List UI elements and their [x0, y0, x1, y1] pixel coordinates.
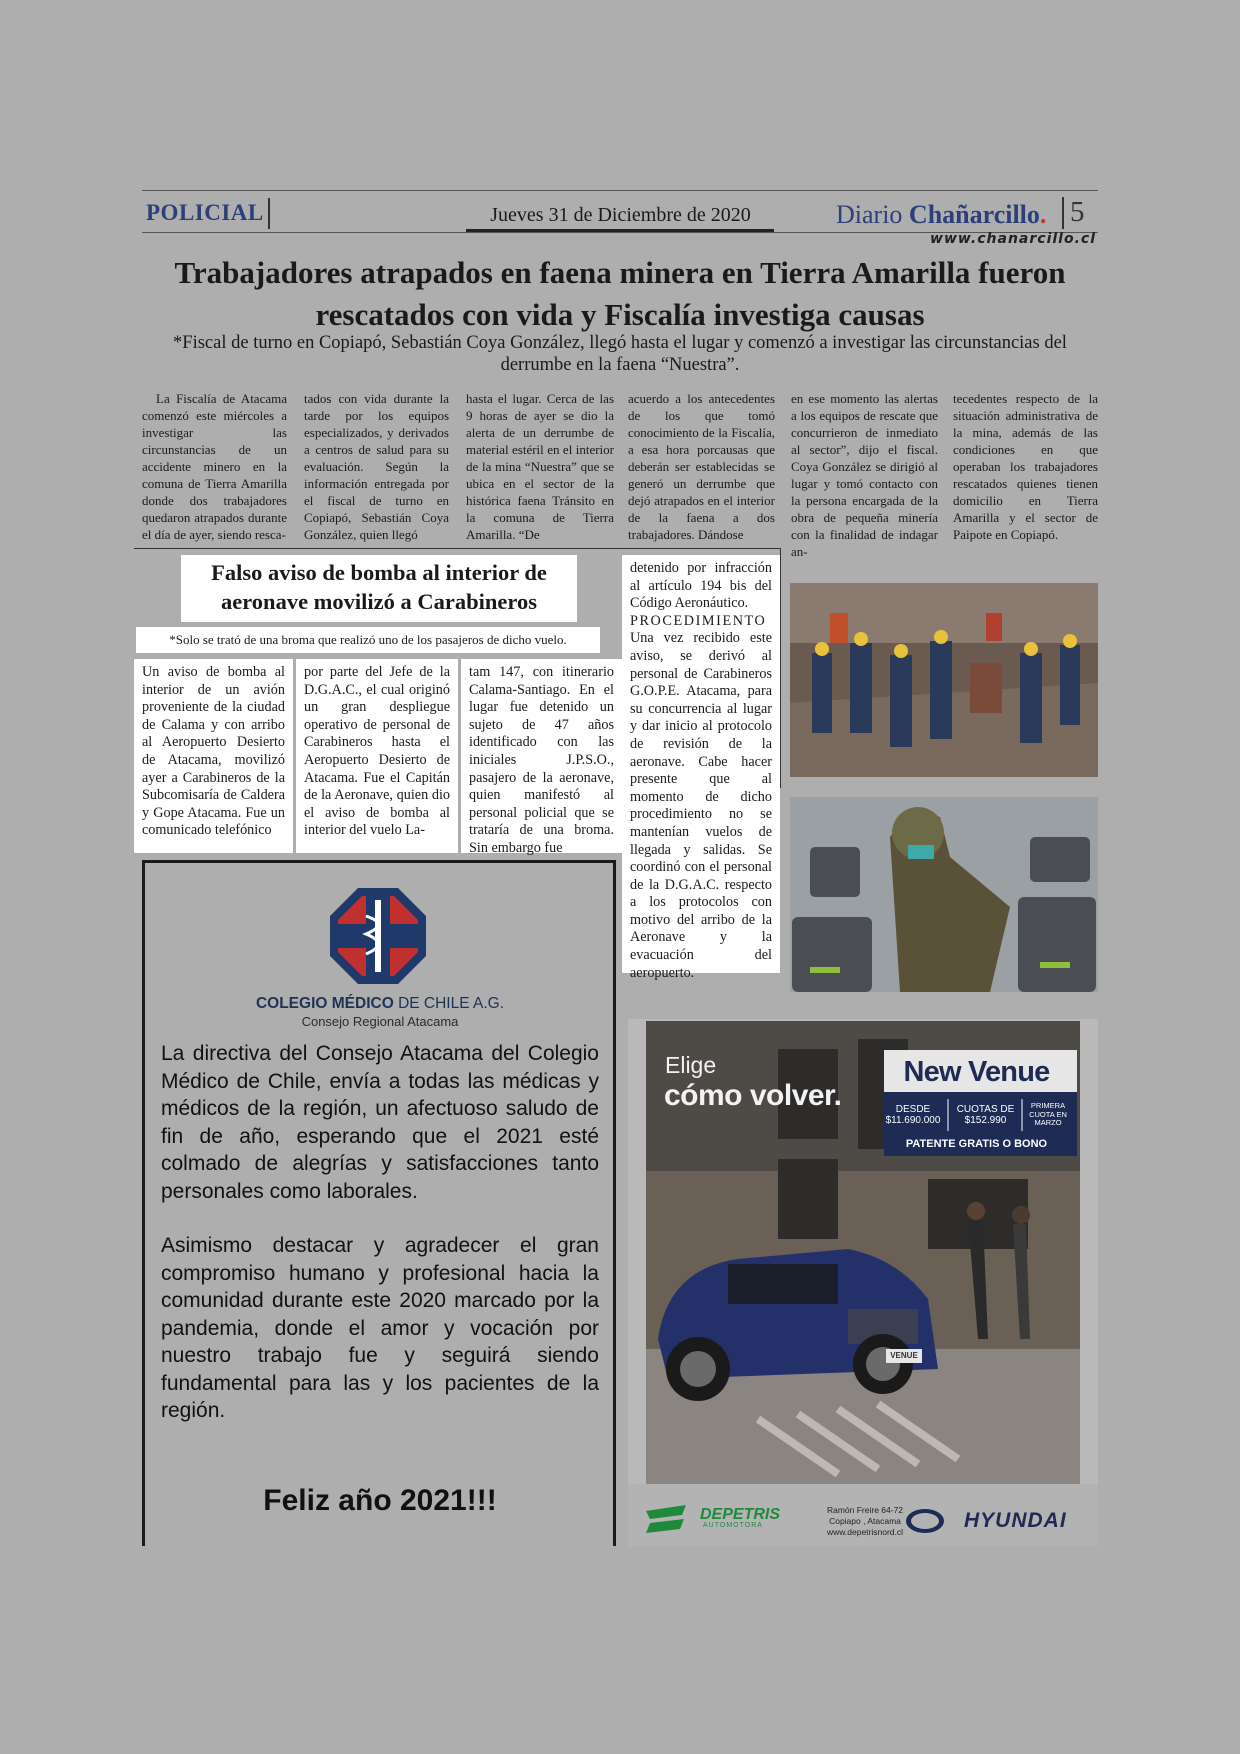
dealer-address-line-1: Ramón Freire 64-72	[826, 1505, 904, 1515]
article-column-1-text: La Fiscalía de Atacama comenzó este miércoles a investigar las circunstancias de un accidente minero en la comuna de Tierra Amarilla donde dos trabajadores quedaron atrapados durante el día de ayer, siendo resca-	[142, 391, 287, 542]
procedure-heading: PROCEDIMIENTO	[630, 612, 767, 629]
box-column-3	[461, 659, 622, 856]
hyundai-brand: HYUNDAI	[964, 1509, 1067, 1532]
article-column-4-text: acuerdo a los antecedentes de los que tomó conocimiento de la Fiscalía, a esa hora porcausas que deberán ser establecidas se generó un derrumbe que dejó atrapados en el interior de la faena a dos trabajadores. Dándose	[628, 391, 775, 542]
installment-label: CUOTAS DE	[956, 1104, 1015, 1115]
dealer-logo-subtitle: AUTOMOTORA	[703, 1522, 763, 1529]
article-column-6	[953, 390, 1098, 543]
box-headline-line-1: Falso aviso de bomba al interior de	[211, 560, 547, 585]
free-registration-offer: PATENTE GRATIS O BONO	[905, 1138, 1048, 1150]
newspaper-name-dot: .	[1039, 200, 1047, 229]
ad-tagline-2: cómo volver.	[664, 1079, 842, 1112]
article-column-2	[304, 390, 449, 543]
dealer-logo-name: DEPETRIS	[700, 1506, 781, 1523]
price-from-cell	[882, 1104, 944, 1126]
box-column-2-text: por parte del Jefe de la D.G.A.C., el cual originó un gran despliegue operativo de personal de Carabineros hasta el Aeropuerto Desierto de Atacama. Fue el Capitán de la Aeronave, quien dio el aviso de bomba al interior del vuelo La-	[304, 664, 450, 839]
header-top-rule	[142, 190, 1098, 191]
box-column-3-text: tam 147, con itinerario Calama-Santiago. En el lugar fue detenido un sujeto de 47 años identificado con las iniciales J.P.S.O., pasajero de la aeronave, quien manifestó al personal policial que se trataría de una broma. Sin embargo fue	[469, 664, 614, 856]
article-column-5-text: en ese momento las alertas a los equipos de rescate que concurrieron de inmediato al sector”, dijo el fiscal. Coya González se dirigió al lugar y tomó contacto con la persona encargada de la obra de pequeña minería con la finalidad de indagar an-	[791, 391, 938, 559]
caduceus-icon	[328, 886, 428, 986]
box-column-4-text-b: Una vez recibido este aviso, se derivó al personal de Carabineros G.O.P.E. Atacama, para su concurrencia al lugar y dar inicio al protocolo de revisión de la aeronave. Cabe hacer presente que al momento de dicho procedimiento no se mantenían vuelos de llegada y salidas. Se coordinó con el personal de la D.G.A.C. respecto a los protocolos con motivo del arribo de la Aeronave y la evacuación del aeropuerto.	[630, 630, 772, 981]
medical-paragraph-2: Asimismo destacar y agradecer el gran compromiso humano y profesional hacia la comunidad durante este 2020 marcado por la pandemia, donde el amor y vocación por nuestro trabajo fue y seguirá siendo fundamental para las y los pacientes de la región.	[161, 1234, 599, 1422]
article-column-1	[142, 390, 287, 543]
airplane-inspection-photo-art	[790, 797, 1098, 992]
issue-date: Jueves 31 de Diciembre de 2020	[490, 204, 751, 226]
airplane-inspection-photo	[790, 797, 1098, 992]
article-column-3-text: hasta el lugar. Cerca de las 9 horas de ayer se dio la alerta de un derrumbe de material estéril en el interior de la mina “Nuestra” que se ubica en el sector de la histórica faena Tránsito en la comuna de Tierra Amarilla. “De	[466, 391, 614, 542]
box-vertical-rule	[780, 548, 781, 788]
dealer-website[interactable]: www.depetrisnord.cl	[826, 1527, 904, 1537]
mine-rescue-photo-art	[790, 583, 1098, 777]
first-installment-line-1: PRIMERA	[1030, 1101, 1066, 1110]
article-column-3	[466, 390, 614, 543]
main-deck: *Fiscal de turno en Copiapó, Sebastián Coya González, llegó hasta el lugar y comenzó a investigar las circunstancias del derrumbe en la faena “Nuestra”.	[173, 333, 1067, 375]
colegio-medico-name-rest: DE CHILE A.G.	[393, 995, 505, 1012]
consejo-regional-label: Consejo Regional Atacama	[301, 1014, 459, 1029]
main-headline: Trabajadores atrapados en faena minera en Tierra Amarilla fueron rescatados con vida y Fiscalía investiga causas	[174, 255, 1066, 332]
price-from-label: DESDE	[895, 1104, 931, 1115]
first-installment-line-3: MARZO	[1034, 1118, 1062, 1127]
dealer-address-line-2: Copiapo , Atacama	[829, 1516, 901, 1526]
article-column-2-text: tados con vida durante la tarde por los equipos especializados, y derivados a centros de salud para su evaluación. Según la información entregada por el fiscal de turno en Copiapó, Sebastián Coya González, quien llegó	[304, 391, 449, 542]
box-column-1	[134, 659, 293, 853]
new-year-wish: Feliz año 2021!!!	[263, 1484, 497, 1517]
installment-value: $152.990	[964, 1115, 1007, 1126]
box-column-1-text: Un aviso de bomba al interior de un avión proveniente de la ciudad de Calama y con arribo al Aeropuerto Desierto de Atacama, movilizó ayer a Carabineros de la Subcomisaría de Caldera y Gope Atacama. Fue un comunicado telefónico	[142, 664, 285, 839]
colegio-medico-name-bold: COLEGIO MÉDICO	[255, 995, 394, 1012]
installment-cell	[949, 1104, 1022, 1126]
article-separator	[134, 548, 781, 549]
mine-rescue-photo	[790, 583, 1098, 777]
first-installment-line-2: CUOTA EN	[1029, 1109, 1067, 1119]
price-from-value: $11.690.000	[885, 1115, 941, 1126]
section-divider	[268, 198, 270, 229]
section-label: POLICIAL	[146, 200, 264, 225]
website-url[interactable]: www.chanarcillo.cl	[930, 231, 1096, 247]
medical-paragraph-1: La directiva del Consejo Atacama del Colegio Médico de Chile, envía a todas las médicas y médicos de la región, un afectuoso saludo de fin de año, esperando que el 2021 esté colmado de alegrías y satisfacciones tanto personales como laborales.	[161, 1042, 599, 1203]
ad-tagline-1: Elige	[665, 1052, 717, 1078]
colegio-medico-name	[240, 995, 520, 1013]
page-number-divider	[1062, 197, 1064, 229]
colegio-medico-logo	[328, 886, 428, 986]
newspaper-name-prefix: Diario	[836, 200, 909, 229]
page-number: 5	[1070, 196, 1085, 228]
medical-greeting-text	[161, 1040, 599, 1452]
box-subhead: *Solo se trató de una broma que realizó uno de los pasajeros de dicho vuelo.	[136, 627, 600, 653]
box-column-2	[296, 659, 458, 853]
car-model-name: New Venue	[903, 1056, 1050, 1088]
article-column-6-text: tecedentes respecto de la situación administrativa de la mina, además de las condiciones en que operaban los trabajadores rescatados quienes tienen domicilio en Tierra Amarilla y el sector de Paipote en Copiapó.	[953, 391, 1098, 542]
box-headline-line-2: aeronave movilizó a Carabineros	[220, 589, 537, 614]
first-installment-cell	[1024, 1102, 1072, 1128]
article-column-4	[628, 390, 775, 543]
newspaper-name-main: Chañarcillo	[908, 200, 1040, 229]
article-column-5	[791, 390, 938, 560]
box-column-4	[622, 555, 780, 981]
box-headline	[181, 555, 577, 622]
box-column-4-text-a: detenido por infracción al artículo 194 bis del Código Aeronáutico.	[630, 560, 772, 612]
newspaper-name	[836, 200, 1046, 230]
dealer-address	[800, 1505, 930, 1538]
license-plate: VENUE	[890, 1351, 918, 1360]
